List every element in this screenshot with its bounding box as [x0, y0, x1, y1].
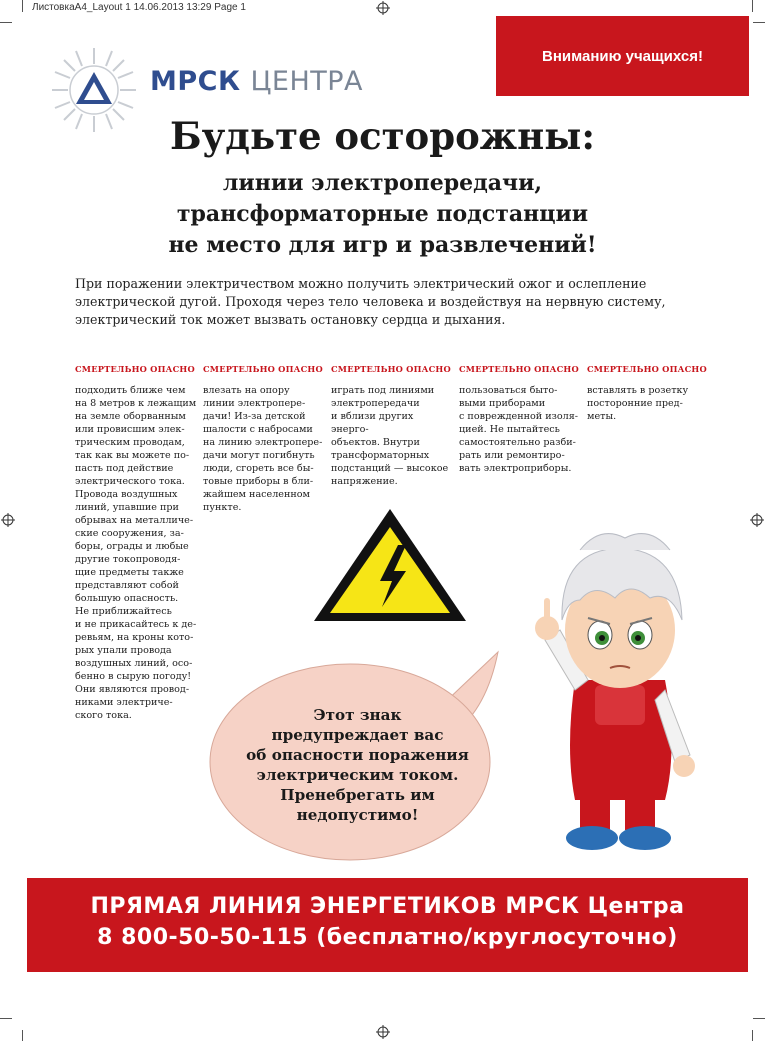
warning-column-heading: СМЕРТЕЛЬНО ОПАСНО: [203, 364, 323, 374]
crop-mark: [22, 0, 23, 12]
registration-mark-icon: [750, 513, 764, 527]
warning-column-heading: СМЕРТЕЛЬНО ОПАСНО: [459, 364, 579, 374]
warning-column-text: подходить ближе чем на 8 метров к лежащим на земле оборванным или провисшим элек- трическим проводам, так как вы можете по- пасть под действие электрического тока. Провода воздушных линий, упавшие при обрывах на металличе- ские сооружения, за- боры, ограды и любые другие токопроводя- щие предметы также представляют собой большую опасность. Не приближайтесь и не прикасайтесь к де- ревьям, на кроны кото- рых упали провода воздушных линий, осо- бенно в сырую погоду! Они являются провод- никами электриче- ского тока.: [75, 385, 197, 721]
warning-column-text: влезать на опору линии электропере- дачи! Из-за детской шалости с набросами на линию электропере- дачи могут погибнуть люди, сгореть все бы- товые приборы в бли- жайшем населенном пункте.: [203, 385, 323, 513]
crop-mark: [0, 22, 12, 23]
warning-column-heading: СМЕРТЕЛЬНО ОПАСНО: [587, 364, 707, 374]
logo-text-main: МРСК: [150, 66, 241, 97]
warning-column-heading: СМЕРТЕЛЬНО ОПАСНО: [331, 364, 451, 374]
warning-column: [331, 364, 453, 488]
intro-paragraph: При поражении электричеством можно получить электрический ожог и ослепление электрической дугой. Проходя через тело человека и воздействуя на нервную систему, электрический ток может вызвать остановку сердца и дыхания.: [75, 276, 666, 327]
crop-mark: [0, 1018, 12, 1019]
hotline-title: ПРЯМАЯ ЛИНИЯ ЭНЕРГЕТИКОВ МРСК Центра: [90, 894, 685, 919]
print-slug: ЛистовкаА4_Layout 1 14.06.2013 13:29 Page 1: [32, 2, 246, 13]
crop-mark: [752, 0, 753, 12]
speech-bubble-text: Этот знак предупреждает вас об опасности поражения электрическим током. Пренебрегать им недопустимо!: [246, 706, 469, 824]
crop-mark: [22, 1030, 23, 1041]
audience-banner: Вниманию учащихся!: [496, 16, 749, 96]
warning-column-text: играть под линиями электропередачи и вблизи других энерго- объектов. Внутри трансформаторных подстанций — высокое напряжение.: [331, 385, 449, 487]
page-subtitle: линии электропередачи, трансформаторные подстанции не место для игр и развлечений!: [168, 170, 597, 258]
warning-column-text: вставлять в розетку посторонние пред- меты.: [587, 385, 689, 422]
registration-mark-icon: [376, 1, 390, 15]
warning-column: [75, 364, 197, 722]
registration-mark-icon: [1, 513, 15, 527]
company-logo-text: [150, 66, 363, 97]
logo-text-accent: ЦЕНТРА: [250, 66, 364, 97]
crop-mark: [753, 22, 765, 23]
warning-column-text: пользоваться быто- выми приборами с поврежденной изоля- цией. Не пытайтесь самостоятельно разби- рать или ремонтиро- вать электроприборы.: [459, 385, 579, 474]
hotline-banner: [27, 878, 748, 972]
page-title: Будьте осторожны:: [170, 114, 595, 158]
high-voltage-warning-icon: [310, 505, 470, 625]
warning-column: [203, 364, 325, 514]
warning-column-heading: СМЕРТЕЛЬНО ОПАСНО: [75, 364, 195, 374]
hotline-phone: 8 800-50-50-115 (бесплатно/круглосуточно): [97, 925, 678, 950]
warning-column: [459, 364, 581, 475]
registration-mark-icon: [376, 1025, 390, 1039]
mascot-character-icon: [520, 520, 730, 855]
crop-mark: [753, 1018, 765, 1019]
warning-column: [587, 364, 709, 423]
crop-mark: [752, 1030, 753, 1041]
